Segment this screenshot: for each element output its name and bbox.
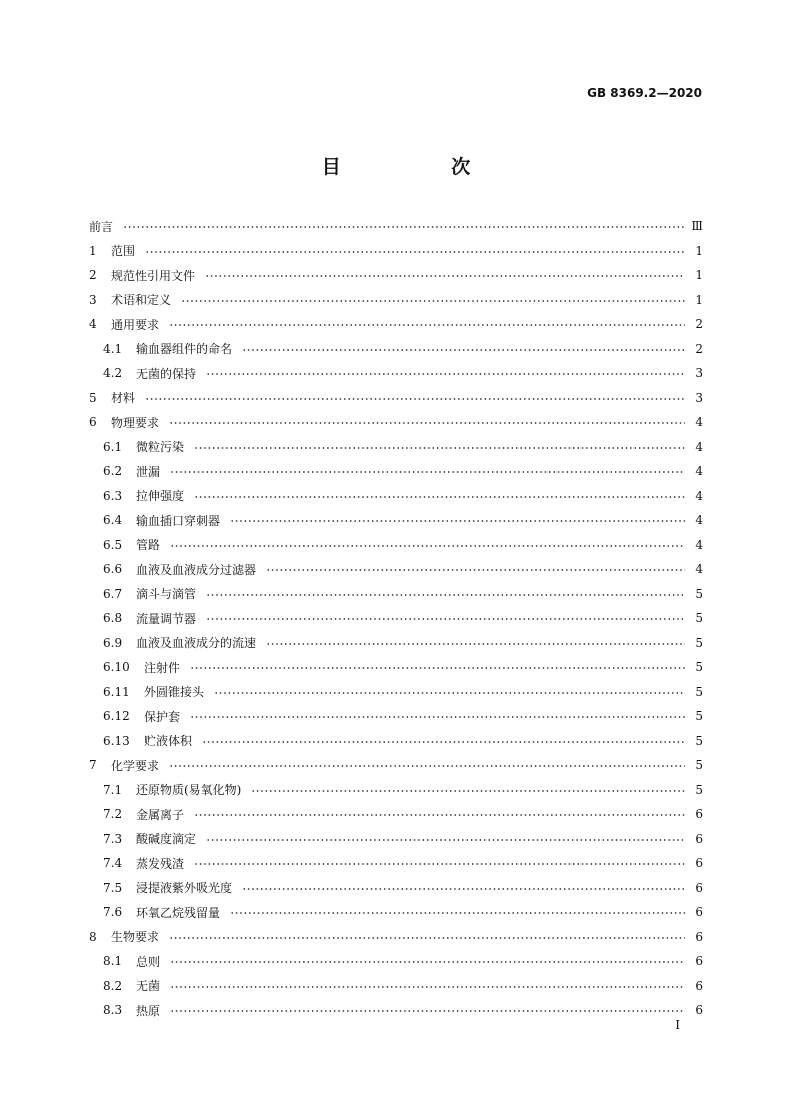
toc-dot-leader (214, 692, 685, 694)
toc-entry-label: 贮液体积 (144, 734, 193, 749)
toc-entry-number: 7.5 (103, 880, 123, 895)
toc-entry-page: 2 (695, 341, 703, 356)
toc-dot-leader (170, 1010, 685, 1012)
toc-dot-leader (194, 814, 685, 816)
toc-dot-leader (169, 422, 685, 424)
toc-entry-number: 7.6 (103, 905, 123, 920)
toc-entry-page: 5 (695, 782, 703, 797)
toc-entry-number: 6.3 (103, 488, 123, 503)
toc-entry-label: 还原物质(易氧化物) (136, 783, 242, 798)
toc-dot-leader (242, 888, 685, 890)
toc-entry-label: 泄漏 (136, 464, 161, 479)
toc-entry-page: 5 (695, 684, 703, 699)
toc-entry-number: 6.5 (103, 537, 123, 552)
toc-dot-leader (242, 349, 685, 351)
toc-entry-page: 1 (695, 268, 703, 283)
toc-entry[interactable] (89, 753, 703, 778)
toc-entry[interactable] (89, 655, 703, 680)
toc-dot-leader (145, 251, 685, 253)
toc-entry-page: 5 (695, 586, 703, 601)
toc-entry-label: 微粒污染 (136, 440, 185, 455)
toc-entry-label: 材料 (111, 391, 136, 406)
table-of-contents (89, 214, 703, 1023)
toc-entry[interactable] (89, 851, 703, 876)
toc-entry-page: 6 (695, 856, 703, 871)
toc-entry[interactable] (89, 214, 703, 239)
toc-entry-page: 4 (695, 415, 703, 430)
toc-dot-leader (206, 594, 685, 596)
toc-entry-label: 范围 (111, 244, 136, 259)
toc-entry-label: 浸提液紫外吸光度 (136, 881, 233, 896)
toc-entry-number: 5 (89, 390, 97, 405)
toc-entry-number: 6.7 (103, 586, 123, 601)
toc-entry-number: 6.8 (103, 611, 123, 626)
toc-entry[interactable] (89, 508, 703, 533)
toc-entry-page: 6 (695, 905, 703, 920)
toc-entry-number: 8.3 (103, 1003, 123, 1018)
toc-entry-label: 通用要求 (111, 317, 160, 332)
toc-dot-leader (170, 545, 685, 547)
toc-entry-page: 3 (695, 366, 703, 381)
toc-entry-page: 6 (695, 929, 703, 944)
toc-entry[interactable] (89, 239, 703, 264)
toc-entry-number: 6.1 (103, 439, 123, 454)
toc-entry-number: 6.12 (103, 709, 130, 724)
toc-entry-number: 7.1 (103, 782, 123, 797)
toc-entry-page: 2 (695, 317, 703, 332)
toc-entry-label: 外圆锥接头 (144, 685, 205, 700)
toc-entry-label: 物理要求 (111, 415, 160, 430)
toc-entry[interactable] (89, 361, 703, 386)
toc-entry-number: 4.2 (103, 366, 123, 381)
toc-entry[interactable] (89, 974, 703, 999)
toc-entry[interactable] (89, 876, 703, 901)
toc-dot-leader (230, 912, 685, 914)
toc-entry-label: 术语和定义 (111, 293, 172, 308)
toc-entry-page: 4 (695, 513, 703, 528)
toc-entry[interactable] (89, 900, 703, 925)
toc-entry-label: 规范性引用文件 (111, 268, 196, 283)
toc-entry-number: 7.3 (103, 831, 123, 846)
toc-entry-label: 注射件 (144, 660, 181, 675)
toc-entry-page: 3 (695, 390, 703, 405)
toc-entry[interactable] (89, 729, 703, 754)
toc-entry-label: 金属离子 (136, 807, 185, 822)
toc-entry[interactable] (89, 631, 703, 656)
toc-entry-page: 4 (695, 537, 703, 552)
toc-dot-leader (190, 716, 685, 718)
toc-entry-number: 7.4 (103, 856, 123, 871)
toc-entry-page: 5 (695, 635, 703, 650)
toc-entry-label: 血液及血液成分的流速 (136, 636, 257, 651)
toc-entry-page: 6 (695, 978, 703, 993)
toc-dot-leader (206, 618, 685, 620)
toc-dot-leader (230, 520, 685, 522)
toc-entry[interactable] (89, 704, 703, 729)
toc-entry-label: 管路 (136, 538, 161, 553)
toc-dot-leader (169, 937, 685, 939)
toc-entry-number: 6.6 (103, 562, 123, 577)
footer-page-number: I (675, 1018, 680, 1032)
toc-entry[interactable] (89, 606, 703, 631)
toc-entry-number: 8.1 (103, 954, 123, 969)
toc-dot-leader (170, 961, 685, 963)
toc-dot-leader (169, 324, 685, 326)
toc-dot-leader (202, 741, 685, 743)
toc-entry-label: 环氧乙烷残留量 (136, 905, 221, 920)
toc-entry-number: 1 (89, 243, 97, 258)
toc-entry-number: 3 (89, 292, 97, 307)
toc-entry[interactable] (89, 288, 703, 313)
toc-dot-leader (266, 643, 685, 645)
toc-entry[interactable] (89, 680, 703, 705)
toc-dot-leader (123, 226, 685, 228)
toc-entry-number: 6.10 (103, 660, 130, 675)
toc-entry-number: 4.1 (103, 341, 123, 356)
toc-entry-number: 2 (89, 268, 97, 283)
toc-entry-page: 5 (695, 611, 703, 626)
toc-entry-number: 8.2 (103, 978, 123, 993)
toc-entry-label: 热原 (136, 1003, 161, 1018)
toc-entry-number: 6.2 (103, 464, 123, 479)
toc-entry-page: 5 (695, 709, 703, 724)
toc-entry-number: 6.11 (103, 684, 130, 699)
toc-entry-label: 酸碱度滴定 (136, 832, 197, 847)
toc-entry[interactable] (89, 582, 703, 607)
toc-dot-leader (190, 667, 685, 669)
toc-entry-label: 无菌 (136, 979, 161, 994)
toc-entry-label: 流量调节器 (136, 611, 197, 626)
toc-entry-label: 保护套 (144, 709, 181, 724)
toc-dot-leader (181, 300, 685, 302)
toc-dot-leader (266, 569, 685, 571)
toc-entry-label: 拉伸强度 (136, 489, 185, 504)
toc-entry[interactable] (89, 263, 703, 288)
toc-dot-leader (170, 471, 685, 473)
toc-entry[interactable] (89, 533, 703, 558)
toc-entry-number: 7 (89, 758, 97, 773)
toc-dot-leader (251, 790, 685, 792)
toc-entry-number: 6 (89, 415, 97, 430)
toc-entry[interactable] (89, 557, 703, 582)
toc-entry[interactable] (89, 435, 703, 460)
toc-entry[interactable] (89, 410, 703, 435)
toc-entry-label: 输血器组件的命名 (136, 342, 233, 357)
toc-entry[interactable] (89, 802, 703, 827)
toc-entry-page: 6 (695, 831, 703, 846)
toc-entry-page: 6 (695, 880, 703, 895)
toc-entry-label: 前言 (89, 219, 114, 234)
toc-entry-label: 无菌的保持 (136, 366, 197, 381)
toc-entry[interactable] (89, 386, 703, 411)
toc-entry-page: Ⅲ (691, 219, 703, 234)
toc-entry-label: 蒸发残渣 (136, 856, 185, 871)
toc-dot-leader (145, 398, 685, 400)
toc-entry[interactable] (89, 925, 703, 950)
toc-entry[interactable] (89, 312, 703, 337)
toc-entry[interactable] (89, 998, 703, 1023)
toc-entry-page: 6 (695, 954, 703, 969)
toc-dot-leader (194, 496, 685, 498)
toc-entry-number: 6.9 (103, 635, 123, 650)
toc-entry[interactable] (89, 484, 703, 509)
toc-entry-number: 6.4 (103, 513, 123, 528)
toc-dot-leader (205, 275, 685, 277)
toc-entry-number: 7.2 (103, 807, 123, 822)
toc-entry-label: 总则 (136, 954, 161, 969)
toc-entry-label: 滴斗与滴管 (136, 587, 197, 602)
toc-dot-leader (194, 863, 685, 865)
toc-dot-leader (194, 447, 685, 449)
toc-entry[interactable] (89, 459, 703, 484)
toc-entry-page: 5 (695, 660, 703, 675)
toc-entry-page: 1 (695, 243, 703, 258)
toc-dot-leader (169, 765, 685, 767)
toc-entry-label: 输血插口穿刺器 (136, 513, 221, 528)
toc-entry-page: 6 (695, 807, 703, 822)
toc-entry-label: 化学要求 (111, 758, 160, 773)
toc-dot-leader (170, 986, 685, 988)
toc-entry-page: 6 (695, 1003, 703, 1018)
toc-entry[interactable] (89, 337, 703, 362)
toc-entry-page: 5 (695, 733, 703, 748)
toc-dot-leader (206, 373, 685, 375)
toc-entry[interactable] (89, 778, 703, 803)
toc-entry-page: 4 (695, 488, 703, 503)
toc-entry-label: 血液及血液成分过滤器 (136, 562, 257, 577)
toc-entry[interactable] (89, 949, 703, 974)
toc-entry-page: 1 (695, 292, 703, 307)
toc-entry-number: 8 (89, 929, 97, 944)
toc-entry-number: 6.13 (103, 733, 130, 748)
toc-entry-page: 5 (695, 758, 703, 773)
toc-entry-label: 生物要求 (111, 930, 160, 945)
toc-entry-page: 4 (695, 439, 703, 454)
toc-entry-page: 4 (695, 464, 703, 479)
toc-entry-number: 4 (89, 317, 97, 332)
page-title: 目 次 (321, 156, 523, 178)
standard-number: GB 8369.2—2020 (587, 86, 702, 100)
toc-dot-leader (206, 839, 685, 841)
toc-entry-page: 4 (695, 562, 703, 577)
toc-entry[interactable] (89, 827, 703, 852)
